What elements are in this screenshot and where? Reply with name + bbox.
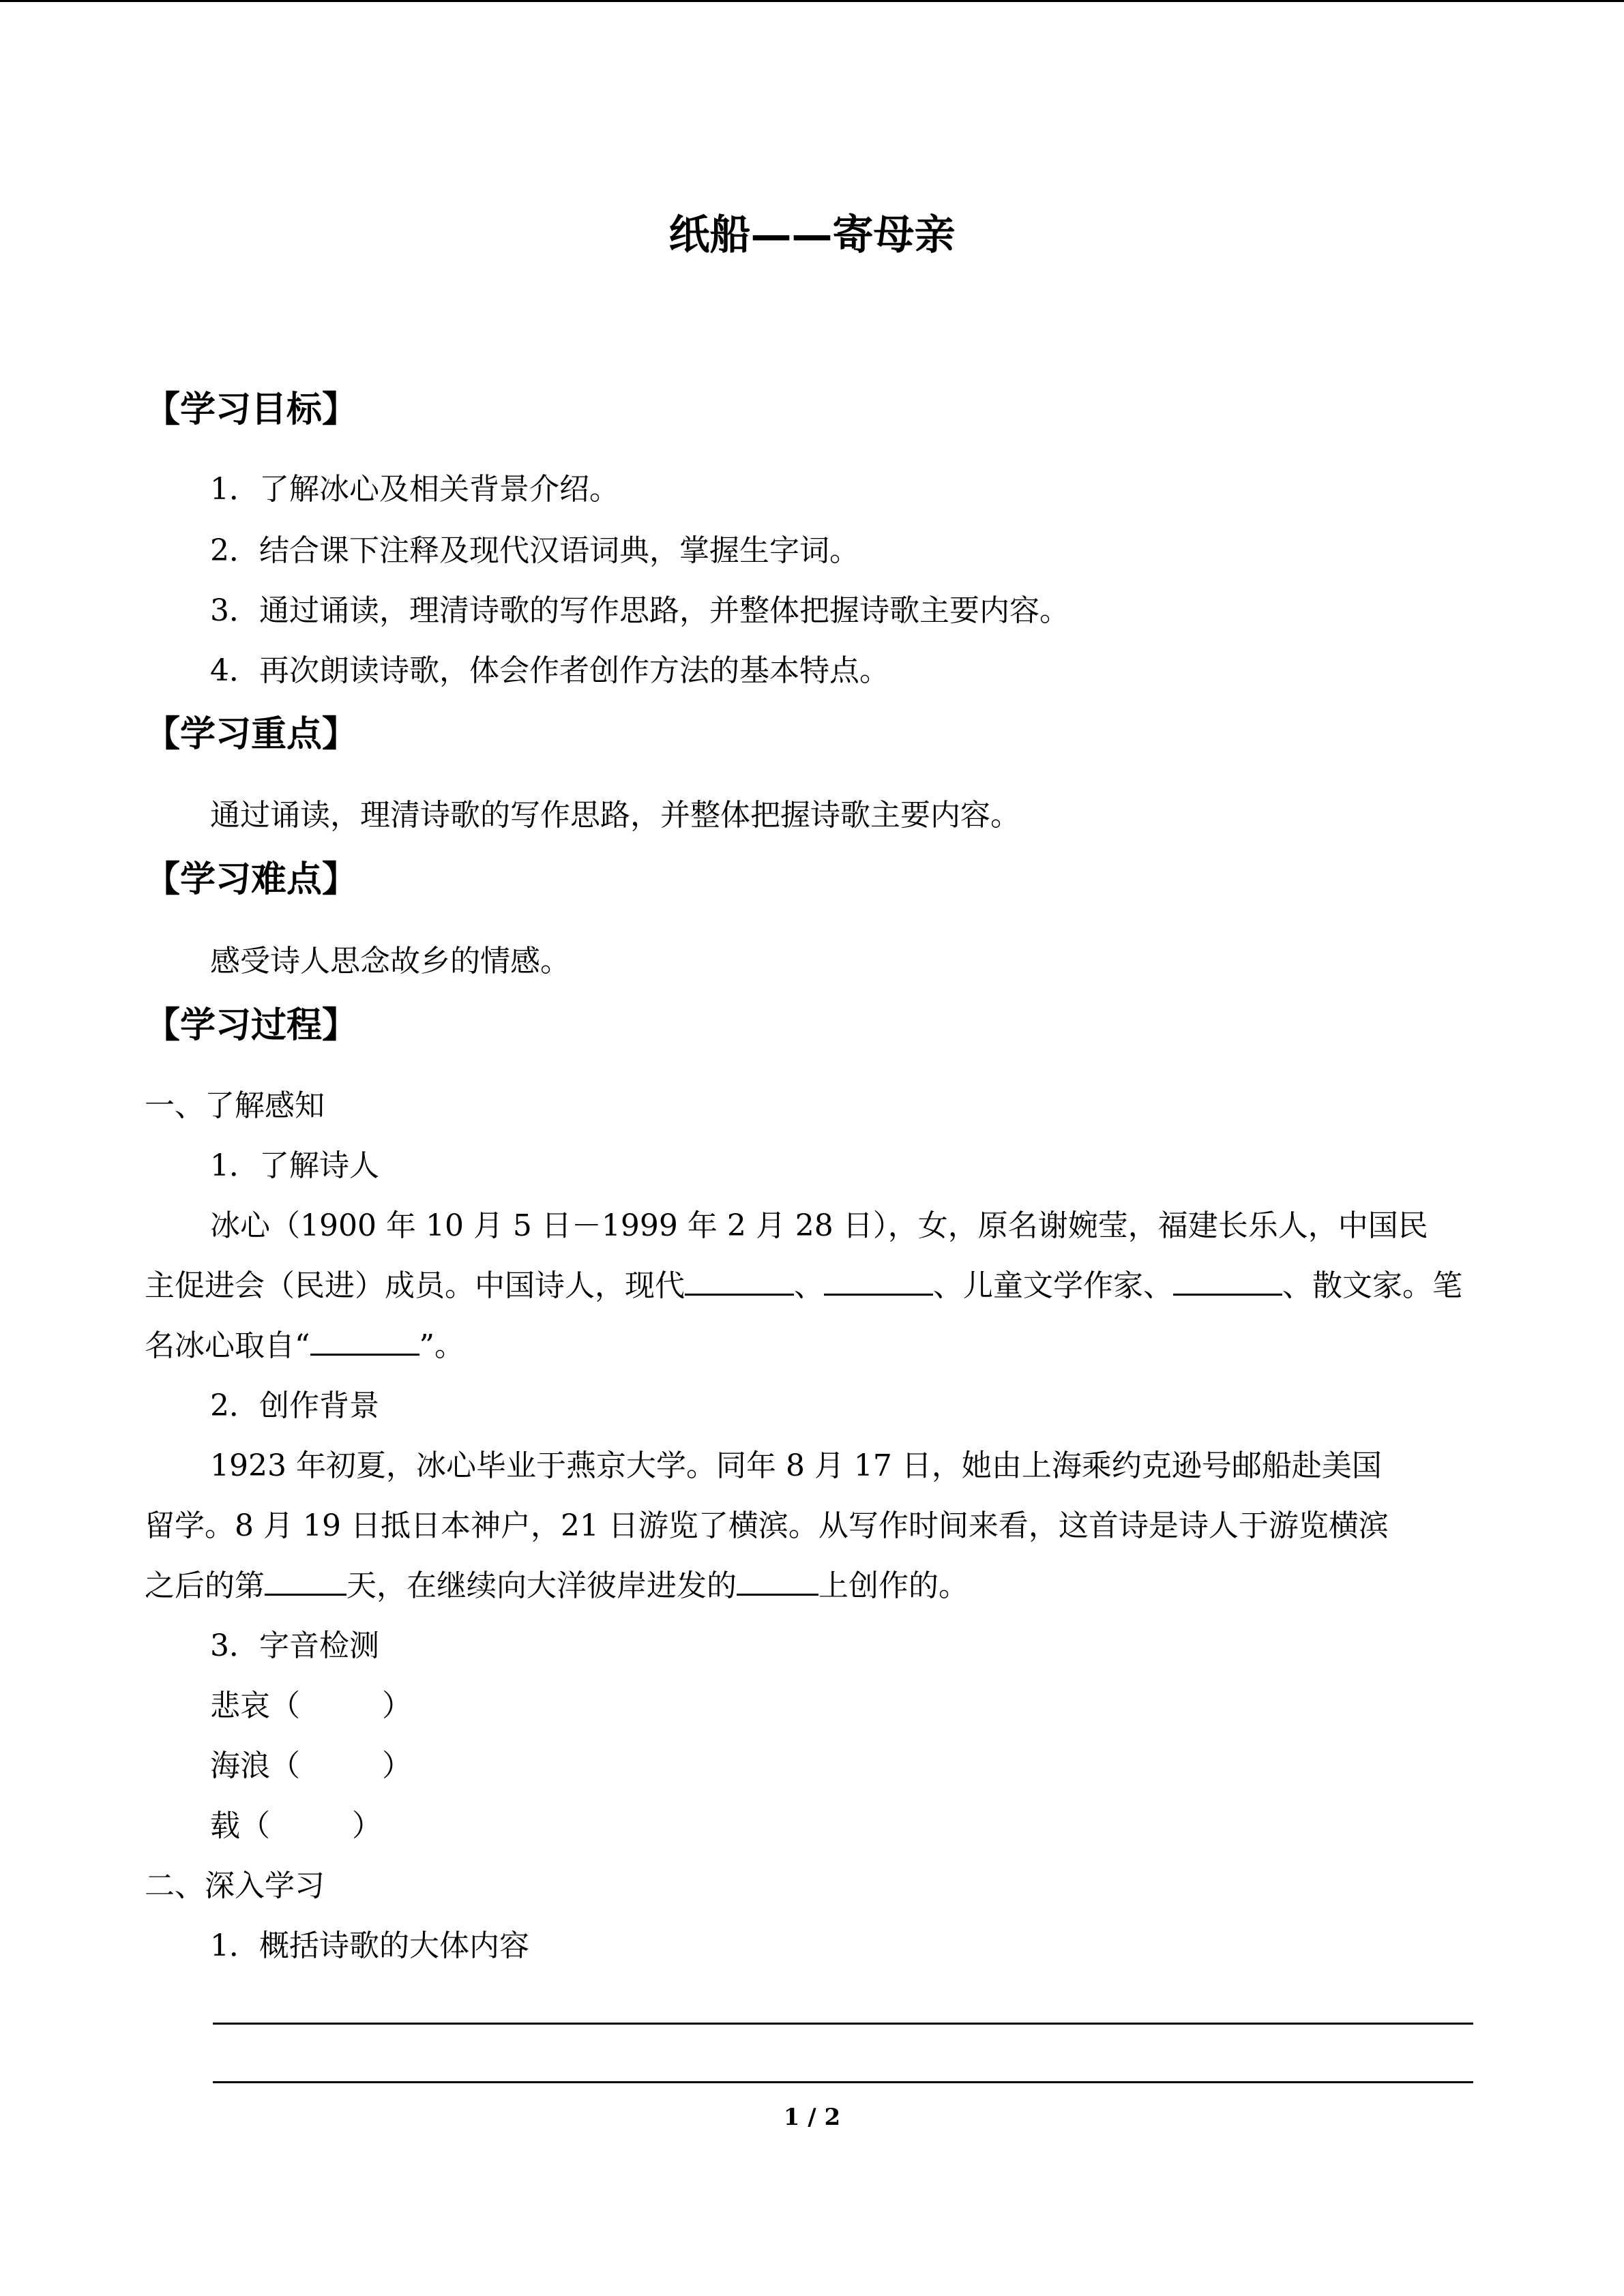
heading-key-points: 【学习重点】 — [145, 714, 358, 755]
heading-process: 【学习过程】 — [145, 1005, 358, 1046]
text-fragment: 、 — [794, 1268, 824, 1303]
close-paren: ） — [382, 1688, 412, 1723]
goal-item: 2．结合课下注释及现代汉语词典，掌握生字词。 — [210, 533, 859, 568]
page-title: 纸船——寄母亲 — [668, 211, 956, 259]
page-number: 1 / 2 — [783, 2104, 841, 2131]
fill-blank[interactable] — [737, 1568, 818, 1596]
part1-title: 一、了解感知 — [145, 1088, 325, 1123]
text-fragment: 之后的第 — [145, 1568, 265, 1603]
word-label: 载（ — [210, 1808, 270, 1843]
goal-item: 4．再次朗读诗歌，体会作者创作方法的基本特点。 — [210, 653, 889, 688]
part1-sub2: 2．创作背景 — [210, 1388, 379, 1423]
pinyin-item — [210, 1686, 412, 1727]
top-border — [0, 0, 1624, 2]
word-label: 海浪（ — [210, 1748, 300, 1783]
text-fragment: 、散文家。笔 — [1282, 1268, 1462, 1303]
pinyin-item — [210, 1806, 382, 1847]
fill-blank[interactable] — [1173, 1268, 1282, 1296]
part2-title: 二、深入学习 — [145, 1868, 325, 1903]
poet-intro-line1: 冰心（1900 年 10 月 5 日－1999 年 2 月 28 日），女，原名谢婉莹，福建长乐人，中国民 — [210, 1208, 1428, 1243]
part2-sub1: 1．概括诗歌的大体内容 — [210, 1928, 529, 1963]
difficulties-text: 感受诗人思念故乡的情感。 — [210, 944, 570, 979]
poet-intro-line2 — [145, 1266, 1462, 1307]
heading-difficulties: 【学习难点】 — [145, 859, 358, 900]
word-label: 悲哀（ — [210, 1688, 300, 1723]
text-fragment: 、儿童文学作家、 — [933, 1268, 1173, 1303]
goal-item: 3．通过诵读，理清诗歌的写作思路，并整体把握诗歌主要内容。 — [210, 593, 1069, 628]
text-fragment: 名冰心取自“ — [145, 1328, 310, 1363]
close-paren: ） — [382, 1748, 412, 1783]
part1-sub1: 1．了解诗人 — [210, 1148, 379, 1183]
text-fragment: ”。 — [419, 1328, 464, 1363]
poet-intro-line3 — [145, 1326, 464, 1367]
fill-blank[interactable] — [265, 1568, 346, 1596]
answer-line[interactable] — [213, 2023, 1473, 2025]
answer-line[interactable] — [213, 2081, 1473, 2083]
part1-sub3: 3．字音检测 — [210, 1628, 379, 1663]
fill-blank[interactable] — [310, 1328, 419, 1356]
fill-blank[interactable] — [824, 1268, 933, 1296]
heading-goals: 【学习目标】 — [145, 389, 358, 430]
fill-blank[interactable] — [685, 1268, 794, 1296]
text-fragment: 主促进会（民进）成员。中国诗人，现代 — [145, 1268, 685, 1303]
background-line1: 1923 年初夏，冰心毕业于燕京大学。同年 8 月 17 日，她由上海乘约克逊号邮船赴美国 — [210, 1448, 1382, 1483]
key-points-text: 通过诵读，理清诗歌的写作思路，并整体把握诗歌主要内容。 — [210, 798, 1020, 833]
text-fragment: 天，在继续向大洋彼岸进发的 — [346, 1568, 737, 1603]
background-line2: 留学。8 月 19 日抵日本神户，21 日游览了横滨。从写作时间来看，这首诗是诗人于游览横滨 — [145, 1508, 1389, 1543]
background-line3 — [145, 1566, 969, 1607]
goal-item: 1．了解冰心及相关背景介绍。 — [210, 472, 619, 507]
pinyin-item — [210, 1746, 412, 1787]
close-paren: ） — [352, 1808, 382, 1843]
text-fragment: 上创作的。 — [818, 1568, 969, 1603]
